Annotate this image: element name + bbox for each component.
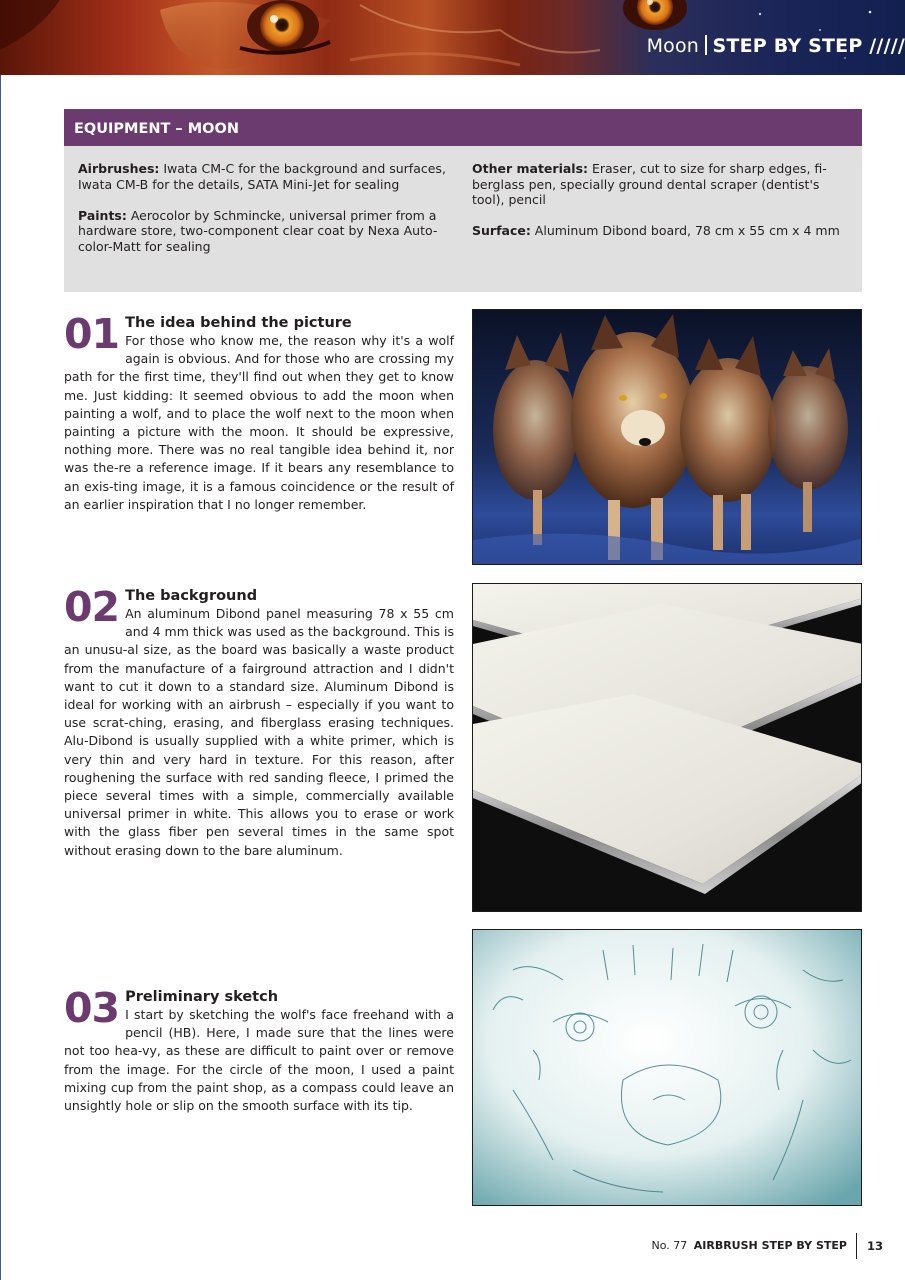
step-number: 02 xyxy=(64,583,120,631)
step-number: 03 xyxy=(64,984,120,1032)
paints-label: Paints: xyxy=(78,207,127,223)
issue-number: No. 77 xyxy=(651,1239,688,1252)
step-title: The idea behind the picture xyxy=(125,315,352,331)
step-01 xyxy=(64,310,454,514)
page-edge-rule xyxy=(0,75,1,1280)
step-title: The background xyxy=(125,588,258,604)
wolves-painting-photo xyxy=(472,309,862,565)
airbrushes-text: Iwata CM-C for the background and surfaces, Iwata CM-B for the details, SATA Mini-Jet for sealing xyxy=(78,161,446,192)
other-materials-label: Other materials: xyxy=(472,161,589,176)
surface-entry xyxy=(472,223,848,239)
other-materials-text: Eraser, cut to size for sharp edges, fi-berglass pen, specially ground dental scraper (dentist's tool), pencil xyxy=(472,161,827,207)
step-body: An aluminum Dibond panel measuring 78 x 55 cm and 4 mm thick was used as the background. This is an unusu-al size, as the board was basically a waste product from the manufacture of a fairground attraction and I didn't want to cut it down to a standard size. Aluminum Dibond is ideal for working with an airbrush – especially if you want to use scrat-ching, erasing, and fiberglass erasing techniques. Alu-Dibond is usually supplied with a white primer, which is very thin and very hard in texture. For this reason, after roughening the surface with red sanding fleece, I primed the piece several times with a simple, commercially available universal primer in white. This allows you to erase or work with the glass fiber pen several times in the same spot without erasing down to the bare aluminum. xyxy=(64,606,454,858)
other-materials-entry xyxy=(472,161,848,208)
step-title: Preliminary sketch xyxy=(125,989,279,1005)
equipment-title: EQUIPMENT – MOON xyxy=(64,109,862,146)
equipment-right-column xyxy=(472,161,848,254)
step-body: I start by sketching the wolf's face freehand with a pencil (HB). Here, I made sure that the lines were not too hea-vy, as these are difficult to paint over or remove from the image. For the circle of the moon, I used a paint mixing cup from the paint shop, as a compass could leave an unsightly hole or slip on the smooth surface with its tip. xyxy=(64,1007,454,1114)
footer-divider xyxy=(856,1233,857,1259)
magazine-name: AIRBRUSH STEP BY STEP xyxy=(693,1239,847,1252)
header-banner xyxy=(0,0,905,75)
running-header xyxy=(647,33,905,59)
airbrushes-entry xyxy=(78,161,450,192)
equipment-left-column xyxy=(78,161,450,270)
section-name: Moon xyxy=(646,35,700,57)
equipment-box xyxy=(64,109,862,292)
page-footer xyxy=(651,1233,883,1259)
header-divider xyxy=(705,35,707,55)
step-body: For those who know me, the reason why it's a wolf again is obvious. And for those who are crossing my path for the first time, they'll find out when they get to know me. Just kidding: It seemed obvious to add the moon when painting a wolf, and to place the wolf next to the moon when painting a picture with the moon. It should be expressive, nothing more. There was no real tangible idea behind it, nor was the-re a reference image. If it bears any resemblance to an exis-ting image, it is a famous coincidence or the result of an earlier inspiration that I no longer remember. xyxy=(64,333,454,512)
step-number: 01 xyxy=(64,310,120,358)
paints-entry xyxy=(78,208,450,255)
step-03 xyxy=(64,984,454,1115)
airbrushes-label: Airbrushes: xyxy=(78,161,160,176)
pencil-sketch-photo xyxy=(472,929,862,1206)
series-name: STEP BY STEP ///// xyxy=(712,35,905,57)
surface-label: Surface: xyxy=(472,223,531,238)
paints-text: Aerocolor by Schmincke, universal primer from a hardware store, two-component clear coat by Nexa Auto-color-Matt for sealing xyxy=(78,207,438,254)
surface-text: Aluminum Dibond board, 78 cm x 55 cm x 4 mm xyxy=(530,223,840,238)
dibond-panels-photo xyxy=(472,583,862,912)
step-02 xyxy=(64,583,454,860)
page-number: 13 xyxy=(866,1239,883,1253)
